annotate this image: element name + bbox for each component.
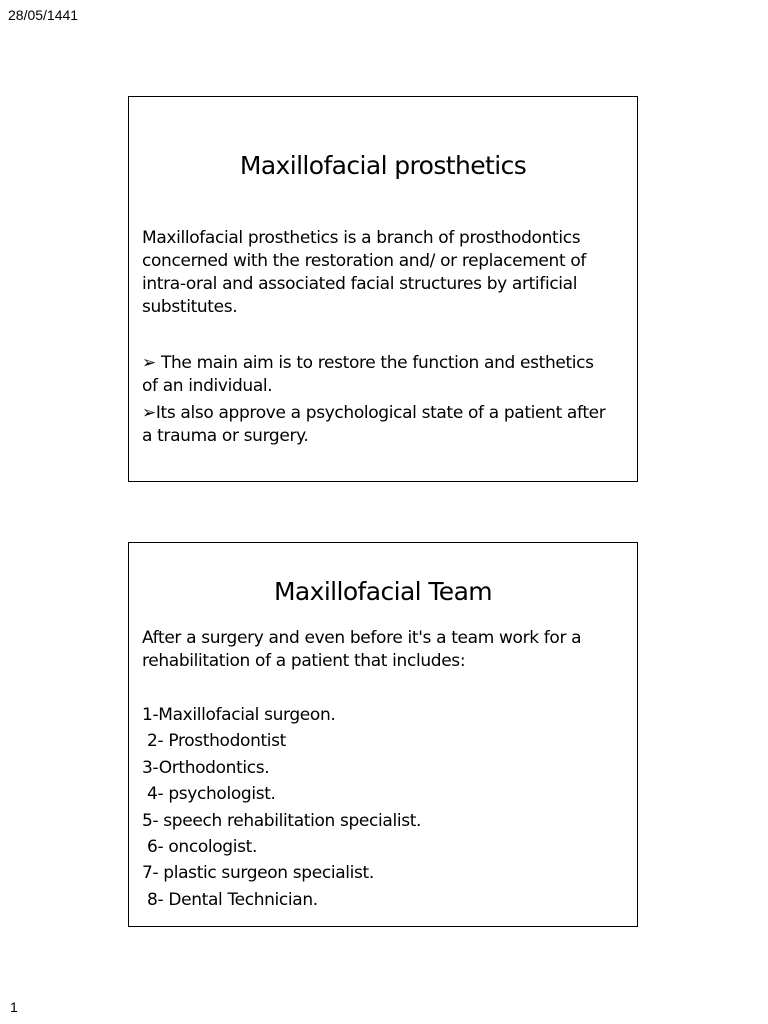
slide-title: Maxillofacial Team [273,577,493,606]
list-item: 6- oncologist. [142,837,257,858]
list-item: 8- Dental Technician. [142,889,318,910]
page-date: 28/05/1441 [8,7,79,23]
slide-maxillofacial-team [128,542,638,927]
paragraph-line: substitutes. [142,297,238,317]
list-item: 4- psychologist. [142,784,276,805]
paragraph-line: intra-oral and associated facial structures by artificial [142,274,578,294]
intro-line: After a surgery and even before it's a team work for a [142,628,582,648]
team-member-list [142,702,421,913]
list-item: 1-Maxillofacial surgeon. [142,705,336,725]
bullet-line: ➢Its also approve a psychological state of a patient after [142,403,606,423]
bullet-line: of an individual. [142,376,273,396]
paragraph-line: concerned with the restoration and/ or replacement of [142,251,587,271]
list-item: 3-Orthodontics. [142,757,270,778]
bullet-main-aim [142,352,631,398]
slide-title: Maxillofacial prosthetics [239,151,527,180]
definition-paragraph [142,227,631,319]
list-item: 2- Prosthodontist [142,731,287,752]
bullet-line: ➢ The main aim is to restore the function and esthetics [142,353,594,373]
list-item: 7- plastic surgeon specialist. [142,863,374,884]
intro-line: rehabilitation of a patient that includes: [142,651,466,671]
slide-maxillofacial-prosthetics [128,96,638,482]
list-item: 5- speech rehabilitation specialist. [142,810,422,831]
bullet-line: a trauma or surgery. [142,426,309,446]
paragraph-line: Maxillofacial prosthetics is a branch of prosthodontics [142,228,581,248]
page-number: 1 [10,999,18,1015]
bullet-psychological-state [142,402,631,448]
team-intro-paragraph [142,627,631,673]
